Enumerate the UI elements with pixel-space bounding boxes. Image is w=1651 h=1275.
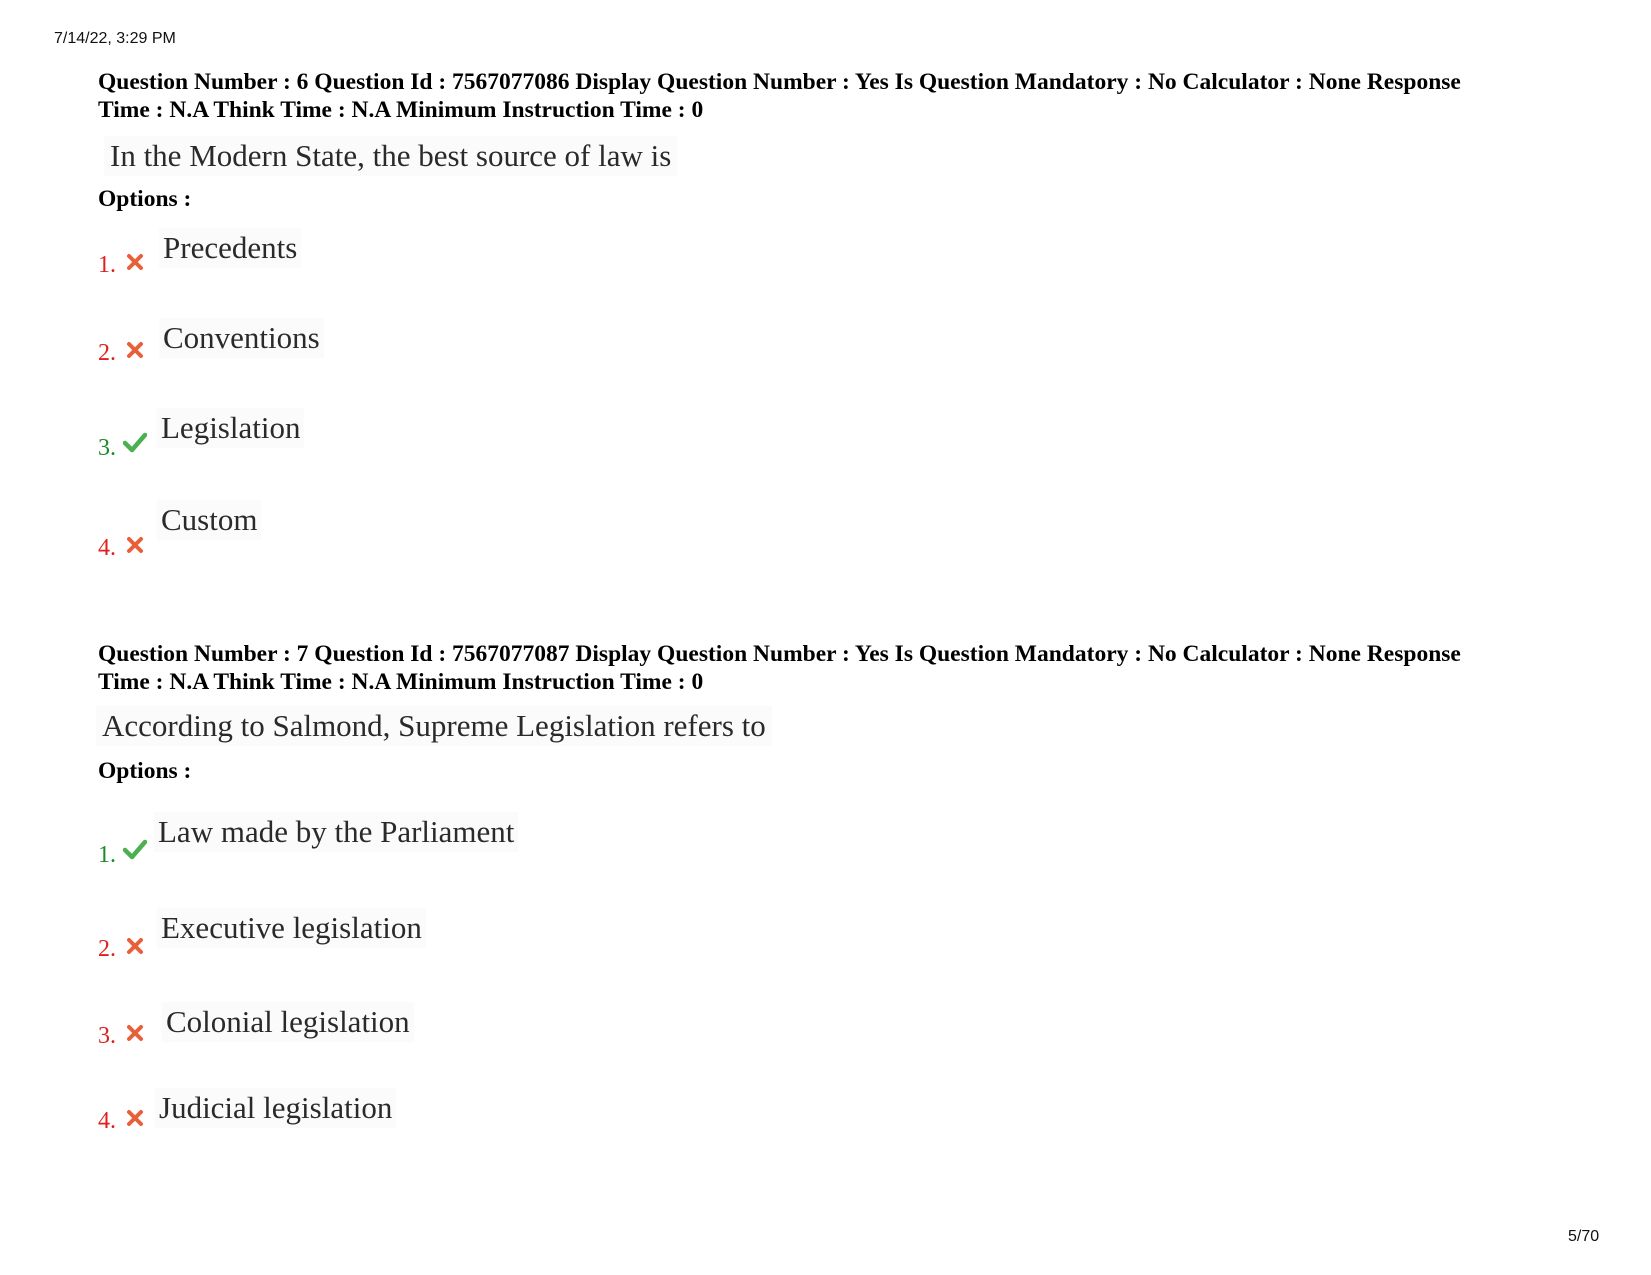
- question-meta-line-2: Time : N.A Think Time : N.A Minimum Instruction Time : 0: [98, 97, 704, 123]
- option-number: 1.: [98, 842, 116, 868]
- question-meta-line-2: Time : N.A Think Time : N.A Minimum Instruction Time : 0: [98, 669, 704, 695]
- option-text: Precedents: [159, 228, 301, 268]
- print-timestamp: 7/14/22, 3:29 PM: [54, 30, 176, 47]
- option-text: Custom: [157, 500, 261, 540]
- cross-icon: [125, 936, 145, 956]
- cross-icon: [125, 252, 145, 272]
- option-text: Colonial legislation: [162, 1002, 414, 1042]
- question-meta: [98, 640, 1598, 696]
- cross-icon: [125, 1108, 145, 1128]
- option-text: Law made by the Parliament: [154, 812, 518, 852]
- question-text: In the Modern State, the best source of law is: [104, 136, 677, 176]
- question-text: According to Salmond, Supreme Legislation refers to: [96, 706, 772, 746]
- check-icon: [123, 432, 147, 454]
- question-block-6: [98, 68, 1598, 212]
- option-text: Judicial legislation: [155, 1088, 396, 1128]
- check-icon: [123, 839, 147, 861]
- question-meta-line-1: Question Number : 6 Question Id : 7567077086 Display Question Number : Yes Is Question Mandatory : No Calculator : None Response: [98, 69, 1461, 95]
- options-label: Options :: [98, 758, 192, 784]
- option-text: Legislation: [157, 408, 304, 448]
- option-number: 4.: [98, 1108, 116, 1134]
- option-text: Conventions: [159, 318, 324, 358]
- options-label: Options :: [98, 186, 192, 212]
- option-number: 4.: [98, 535, 116, 561]
- question-meta: [98, 68, 1598, 124]
- option-number: 3.: [98, 1023, 116, 1049]
- option-number: 1.: [98, 252, 116, 278]
- cross-icon: [125, 1023, 145, 1043]
- option-number: 3.: [98, 435, 116, 461]
- cross-icon: [125, 340, 145, 360]
- option-number: 2.: [98, 936, 116, 962]
- option-text: Executive legislation: [157, 908, 426, 948]
- question-block-7: [98, 640, 1598, 784]
- cross-icon: [125, 535, 145, 555]
- page-number: 5/70: [1568, 1228, 1600, 1245]
- option-number: 2.: [98, 340, 116, 366]
- question-meta-line-1: Question Number : 7 Question Id : 7567077087 Display Question Number : Yes Is Question Mandatory : No Calculator : None Response: [98, 641, 1461, 667]
